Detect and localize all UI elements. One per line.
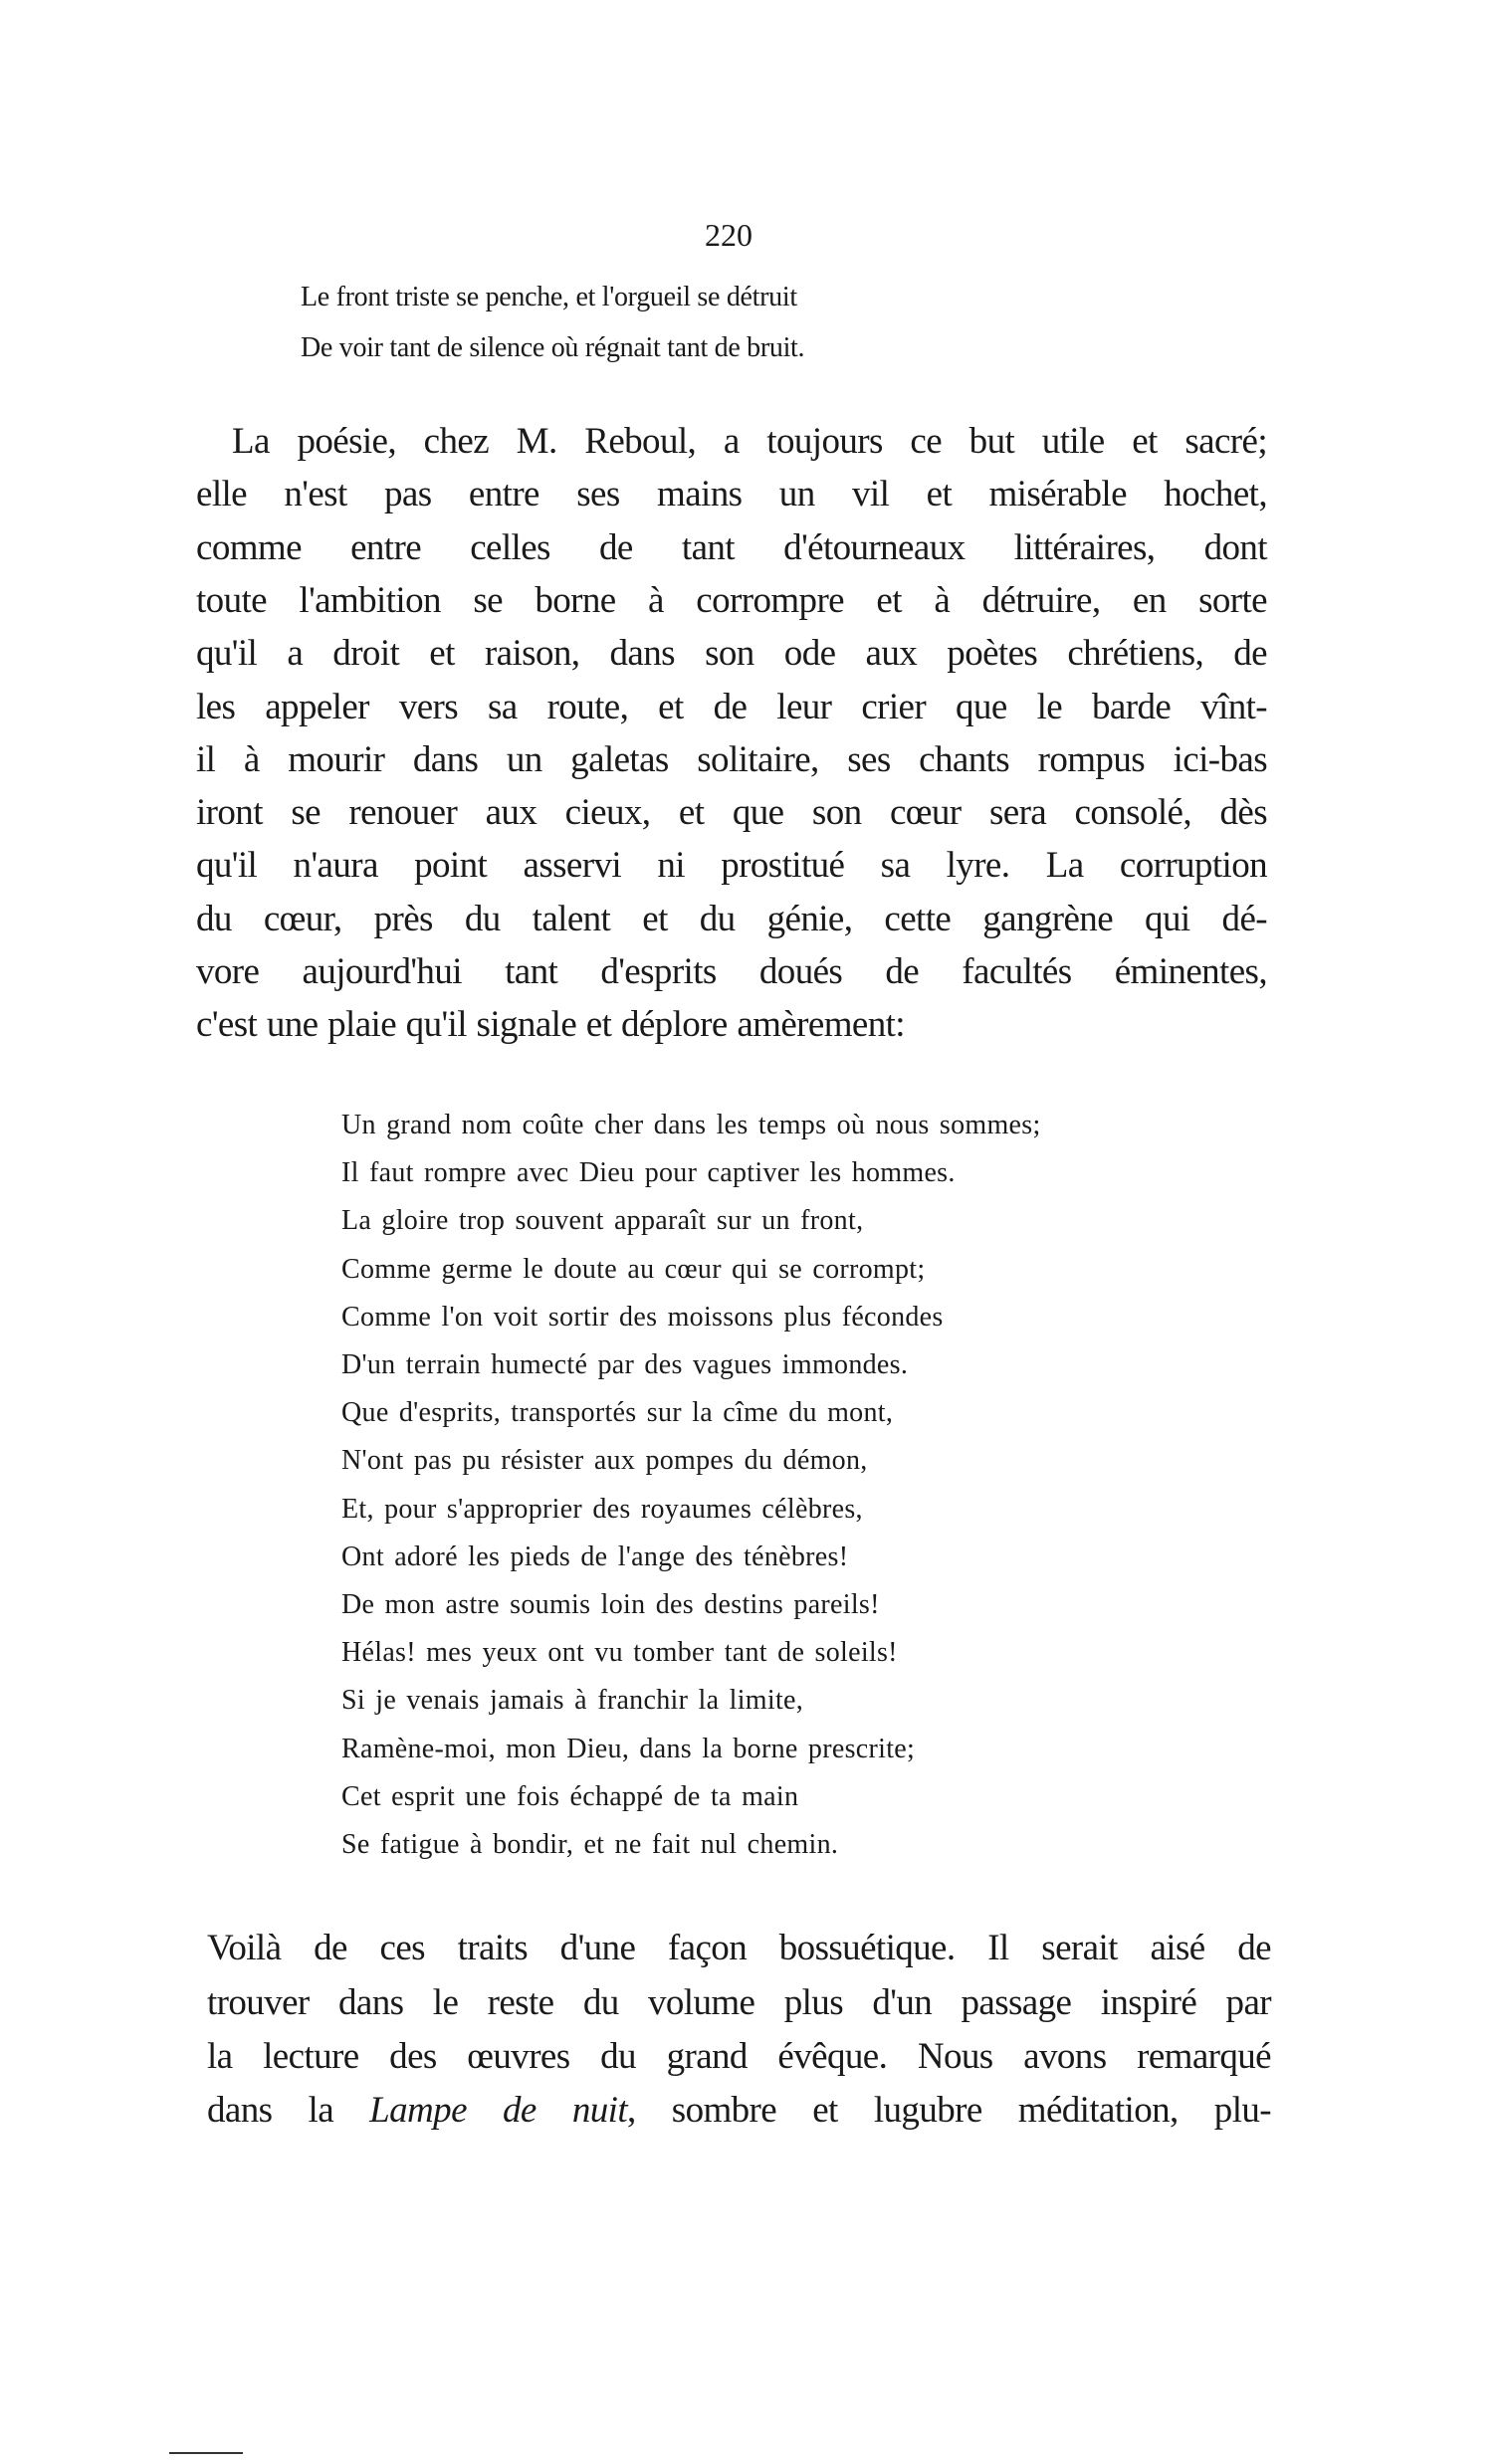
verse-line: La gloire trop souvent apparaît sur un front,: [341, 1205, 864, 1237]
verse-line: Comme germe le doute au cœur qui se corrompt;: [341, 1253, 926, 1285]
page-number: 220: [705, 217, 752, 253]
verse-line: D'un terrain humecté par des vagues immondes.: [341, 1349, 909, 1380]
paragraph-line: les appeler vers sa route, et de leur crier que le barde vînt-: [196, 686, 1267, 727]
paragraph-line: elle n'est pas entre ses mains un vil et misérable hochet,: [196, 474, 1267, 515]
text-run: , sombre et lugubre méditation, plu-: [627, 2090, 1271, 2131]
couplet-line-2: De voir tant de silence où régnait tant de bruit.: [301, 332, 805, 363]
paragraph-line: [207, 2085, 1271, 2137]
text-run: dans la: [207, 2090, 334, 2131]
paragraph-line: qu'il a droit et raison, dans son ode aux poètes chrétiens, de: [196, 633, 1267, 675]
paragraph-line: toute l'ambition se borne à corrompre et à détruire, en sorte: [196, 579, 1267, 621]
verse-line: Un grand nom coûte cher dans les temps où nous sommes;: [341, 1110, 1041, 1140]
paragraph-line: iront se renouer aux cieux, et que son cœur sera consolé, dès: [196, 792, 1267, 834]
paragraph-line: la lecture des œuvres du grand évêque. Nous avons remarqué: [207, 2036, 1271, 2077]
verse-line: Et, pour s'approprier des royaumes célèbres,: [341, 1493, 863, 1525]
verse-line: Hélas! mes yeux ont vu tomber tant de soleils!: [341, 1637, 898, 1669]
paragraph-line: vore aujourd'hui tant d'esprits doués de facultés éminentes,: [196, 951, 1267, 992]
paragraph-line: Voilà de ces traits d'une façon bossuétique. Il serait aisé de: [207, 1928, 1271, 1968]
verse-line: Ramène-moi, mon Dieu, dans la borne prescrite;: [341, 1733, 916, 1764]
verse-line: Comme l'on voit sortir des moissons plus fécondes: [341, 1301, 944, 1333]
paragraph-line: La poésie, chez M. Reboul, a toujours ce but utile et sacré;: [232, 421, 1267, 462]
verse-line: Il faut rompre avec Dieu pour captiver les hommes.: [341, 1157, 956, 1189]
verse-line: N'ont pas pu résister aux pompes du démon,: [341, 1445, 868, 1477]
paragraph-line: c'est une plaie qu'il signale et déplore amèrement:: [196, 1004, 905, 1046]
verse-line: Si je venais jamais à franchir la limite,: [341, 1685, 804, 1717]
paragraph-line: qu'il n'aura point asservi ni prostitué sa lyre. La corruption: [196, 845, 1267, 887]
paragraph-line: il à mourir dans un galetas solitaire, ses chants rompus ici-bas: [196, 738, 1267, 780]
verse-line: De mon astre soumis loin des destins pareils!: [341, 1589, 880, 1620]
paragraph-line: du cœur, près du talent et du génie, cette gangrène qui dé-: [196, 898, 1267, 939]
paragraph-line: trouver dans le reste du volume plus d'un passage inspiré par: [207, 1981, 1271, 2023]
paragraph-line: comme entre celles de tant d'étourneaux littéraires, dont: [196, 526, 1267, 568]
bottom-rule: [169, 2452, 243, 2454]
italic-title: Lampe de nuit: [369, 2090, 628, 2131]
verse-line: Que d'esprits, transportés sur la cîme du mont,: [341, 1397, 894, 1429]
verse-line: Se fatigue à bondir, et ne fait nul chemin.: [341, 1829, 839, 1860]
verse-line: Cet esprit une fois échappé de ta main: [341, 1780, 799, 1812]
verse-line: Ont adoré les pieds de l'ange des ténèbres!: [341, 1540, 849, 1572]
couplet-line-1: Le front triste se penche, et l'orgueil se détruit: [301, 282, 797, 312]
